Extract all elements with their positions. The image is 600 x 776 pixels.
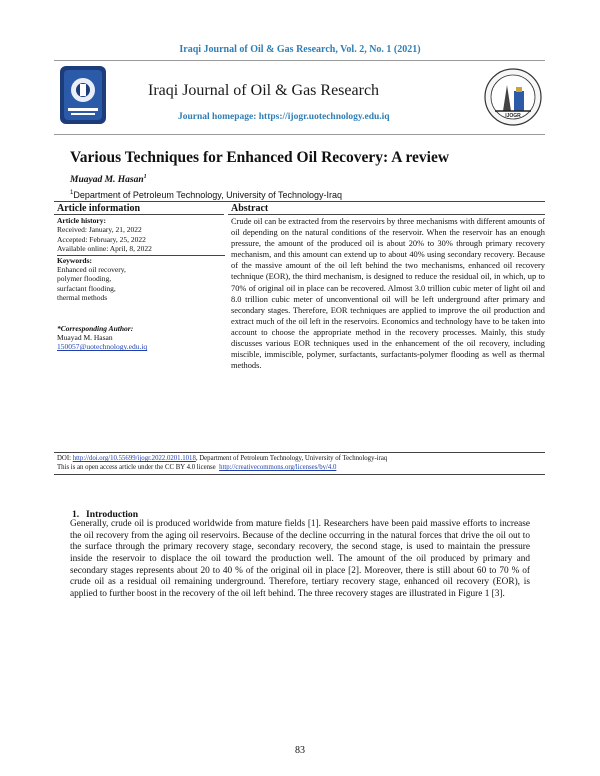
- divider: [54, 201, 545, 202]
- license-text: This is an open access article under the CC BY 4.0 license: [57, 464, 216, 472]
- available-date: Available online: April, 8, 2022: [57, 244, 152, 254]
- abstract-text: Crude oil can be extracted from the reservoirs by three mechanisms with different amounts of oil depending on the natural conditions of the reservoir. When the reservoir has an enough pressure, the amount of the produced oil is about 20% to 30% through primary recovery mechanism, and this amount can extend up to about 40% using secondary recovery. Because of the massive amount of the oil left behind the two mechanisms, enhanced oil recovery technique (EOR), the third mechanism, is designed to reduce the residual oil, in which, up to 70% of original oil in place can be recovered. Almost 3.0 trillion cubic meter of light oil and 8.0 trillion cubic meter of unconventional oil will be left underground after primary and secondary stages. Therefore, EOR techniques are applied to improve the oil production and extract much of the oil left in the reservoirs. Economics and technology have to be taken into account to choose the appropriate method in the recovery processes. Mainly, this study discusses various EOR techniques used in the enhancement of the oil recovery, including miscible, immiscible, polymer, surfactants, surfactants-polymer flooding as well as thermal methods.: [231, 217, 545, 371]
- university-logo-icon: [57, 64, 109, 128]
- license-line: [57, 463, 545, 472]
- section-number: 1.: [72, 509, 80, 520]
- page-number: 83: [295, 745, 305, 756]
- journal-logo-text: IJOGR: [505, 113, 521, 119]
- journal-homepage[interactable]: Journal homepage: https://ijogr.uotechnology.edu.iq: [178, 112, 390, 122]
- divider: [54, 214, 224, 215]
- divider: [54, 474, 545, 475]
- accepted-date: Accepted: February, 25, 2022: [57, 234, 146, 244]
- affiliation-mark: 1: [70, 190, 74, 196]
- doi-line: [57, 454, 545, 463]
- journal-running-header: Iraqi Journal of Oil & Gas Research, Vol. 2, No. 1 (2021): [179, 44, 421, 55]
- author-line: [70, 174, 147, 185]
- divider: [54, 452, 545, 453]
- doi-department: , Department of Petroleum Technology, University of Technology-iraq: [195, 455, 388, 462]
- author-name: Muayad M. Hasan: [70, 175, 144, 186]
- section-title: Introduction: [86, 509, 139, 520]
- doi-label: DOI:: [57, 455, 71, 462]
- keywords-label: Keywords:: [57, 255, 92, 265]
- journal-logo: [483, 67, 543, 127]
- corresponding-author-name: Muayad M. Hasan: [57, 333, 113, 343]
- received-date: Received: January, 21, 2022: [57, 225, 142, 235]
- corresponding-author-label: *Corresponding Author:: [57, 323, 134, 333]
- corresponding-author-email[interactable]: 150057@uotechnology.edu.iq: [57, 342, 148, 352]
- article-history-label: Article history:: [57, 216, 106, 225]
- author-affiliation-mark: 1: [143, 174, 147, 180]
- doi-link[interactable]: http://doi.org/10.55699/ijogr.2022.0201.1018: [72, 455, 196, 462]
- keyword: thermal methods: [57, 293, 108, 303]
- journal-name: Iraqi Journal of Oil & Gas Research: [148, 82, 380, 99]
- article-info-heading: Article information: [57, 203, 141, 214]
- article-info-panel: [57, 216, 227, 352]
- divider: [228, 214, 545, 215]
- affiliation: Department of Petroleum Technology, University of Technology-Iraq: [73, 190, 342, 200]
- keyword: polymer flooding,: [57, 274, 112, 284]
- license-link[interactable]: http://creativecommons.org/licenses/by/4.0: [219, 464, 337, 472]
- doi-block: [57, 454, 545, 472]
- keyword: Enhanced oil recovery,: [57, 265, 126, 275]
- introduction-text: Generally, crude oil is produced worldwide from mature fields [1]. Researchers have been paid massive efforts to increase the oil recovery from the aging oil reservoirs. Because of the decline occurring in the natural forces that drive the oil out to the surface through the primary recovery stage, secondary recovery, the second stage, is used to maintain the pressure inside the reservoir to displace the oil toward the production well. The amount of the oil produced by primary and secondary stages represents about 20 to 40 % of the original oil in place [2]. Moreover, there is still about 60 to 70 % of crude oil as a residual oil remaining underground. Therefore, tertiary recovery stage, enhanced oil recovery (EOR), is applied to further boost in the recovery of the oil left behind. The three recovery stages are illustrated in Figure 1 [3].: [70, 519, 530, 599]
- affiliation-line: [70, 190, 342, 200]
- keyword: surfactant flooding,: [57, 283, 116, 293]
- abstract-heading: Abstract: [231, 203, 269, 214]
- paper-title: Various Techniques for Enhanced Oil Recovery: A review: [70, 149, 450, 166]
